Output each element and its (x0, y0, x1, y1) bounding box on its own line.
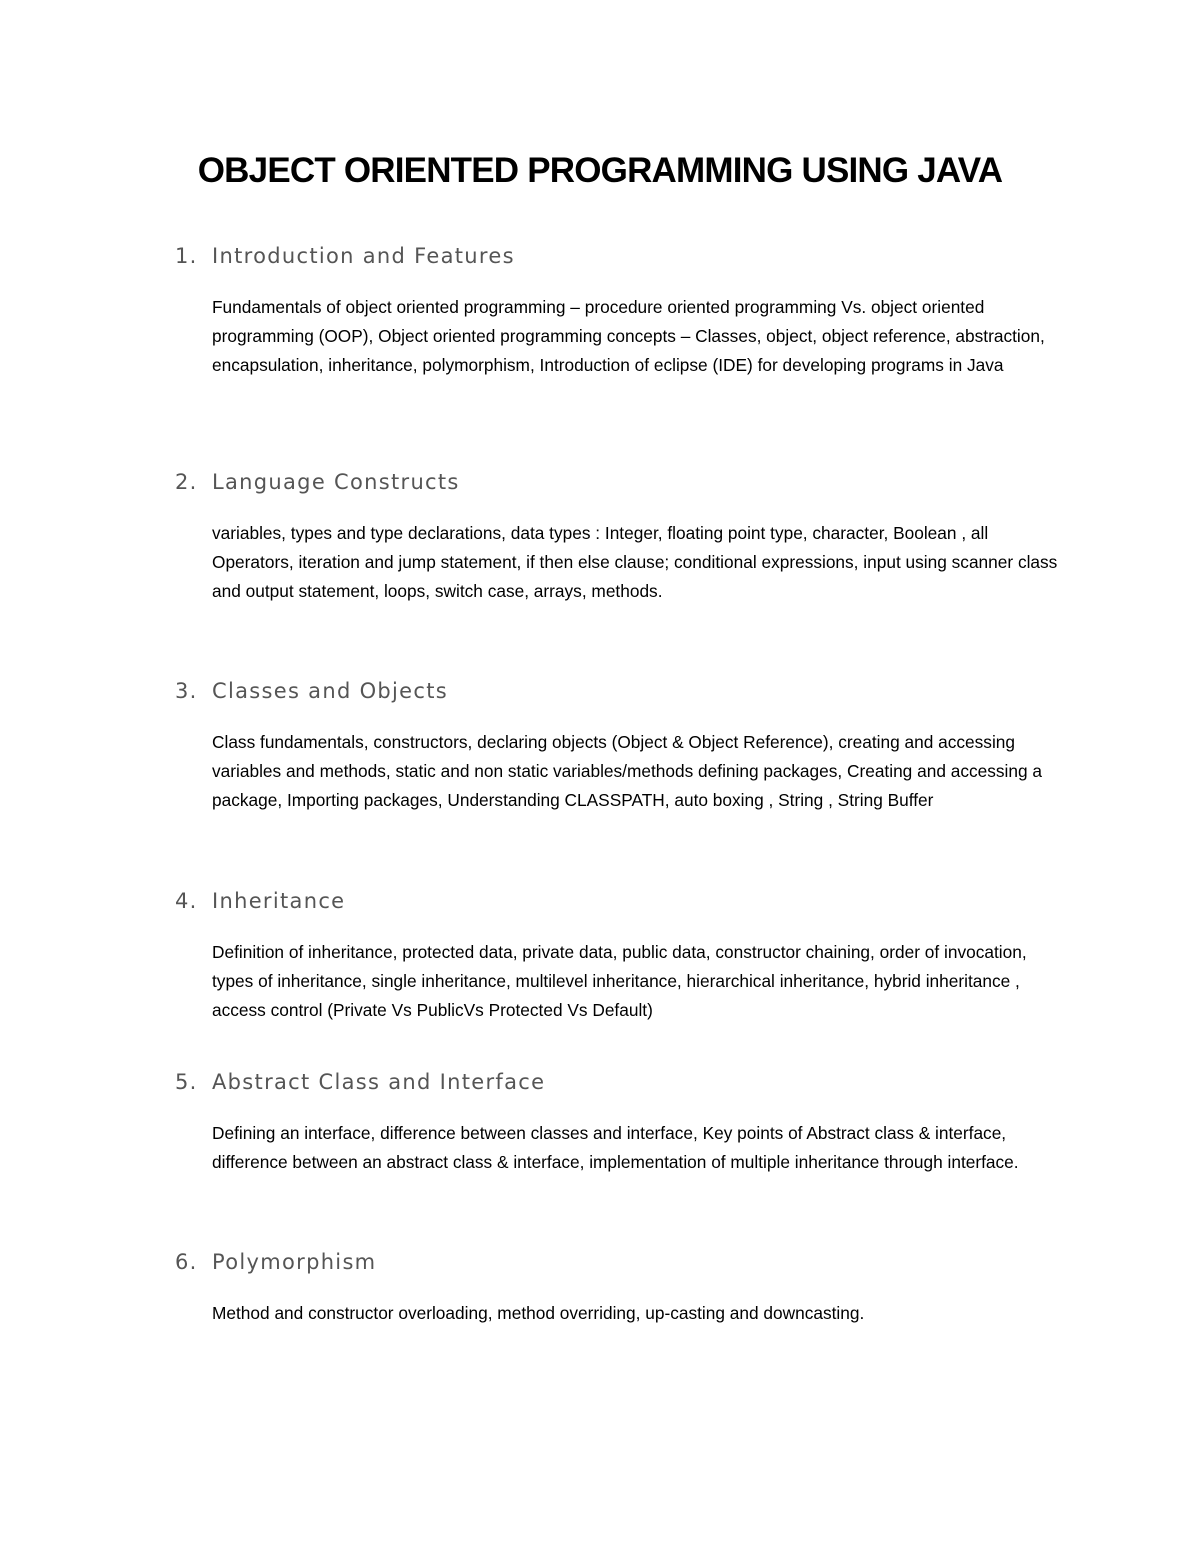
section-body: Definition of inheritance, protected data, private data, public data, constructor chaining, order of invocation, types of inheritance, single inheritance, multilevel inheritance, hierarchical inheritance, hybrid inheritance , access control (Private Vs PublicVs Protected Vs Default) (212, 942, 1027, 1020)
section-heading-text: Polymorphism (212, 1250, 377, 1274)
section-classes-and-objects (175, 676, 1075, 815)
section-body: Fundamentals of object oriented programming – procedure oriented programming Vs. object oriented programming (OOP), Object oriented programming concepts – Classes, object, object reference, abstraction, encapsulation, inheritance, polymorphism, Introduction of eclipse (IDE) for developing programs in Java (212, 297, 1045, 375)
section-heading (175, 886, 1075, 916)
section-polymorphism (175, 1247, 1075, 1328)
section-body: Class fundamentals, constructors, declaring objects (Object & Object Reference), creating and accessing variables and methods, static and non static variables/methods defining packages, Creating and accessing a package, Importing packages, Understanding CLASSPATH, auto boxing , String , String Buffer (212, 732, 1042, 810)
section-body: Defining an interface, difference between classes and interface, Key points of Abstract class & interface, difference between an abstract class & interface, implementation of multiple inheritance through interface. (212, 1123, 1019, 1172)
section-heading (175, 1067, 1075, 1097)
section-heading (175, 467, 1075, 497)
section-heading-text: Language Constructs (212, 470, 460, 494)
section-inheritance (175, 886, 1075, 1025)
section-heading (175, 241, 1075, 271)
section-number: 2. (175, 470, 198, 494)
document-title: OBJECT ORIENTED PROGRAMMING USING JAVA (197, 151, 1003, 190)
section-heading (175, 676, 1075, 706)
section-number: 3. (175, 679, 198, 703)
section-heading-text: Abstract Class and Interface (212, 1070, 546, 1094)
section-abstract-class-and-interface (175, 1067, 1075, 1177)
section-number: 4. (175, 889, 198, 913)
section-heading-text: Introduction and Features (212, 244, 515, 268)
section-heading-text: Classes and Objects (212, 679, 449, 703)
section-heading-text: Inheritance (212, 889, 346, 913)
section-number: 1. (175, 244, 198, 268)
section-introduction-and-features (175, 241, 1075, 380)
section-language-constructs (175, 467, 1075, 606)
section-number: 6. (175, 1250, 198, 1274)
section-body: variables, types and type declarations, data types : Integer, floating point type, character, Boolean , all Operators, iteration and jump statement, if then else clause; conditional expressions, input using scanner class and output statement, loops, switch case, arrays, methods. (212, 523, 1058, 601)
section-heading (175, 1247, 1075, 1277)
section-number: 5. (175, 1070, 198, 1094)
section-body: Method and constructor overloading, method overriding, up-casting and downcasting. (212, 1303, 865, 1323)
